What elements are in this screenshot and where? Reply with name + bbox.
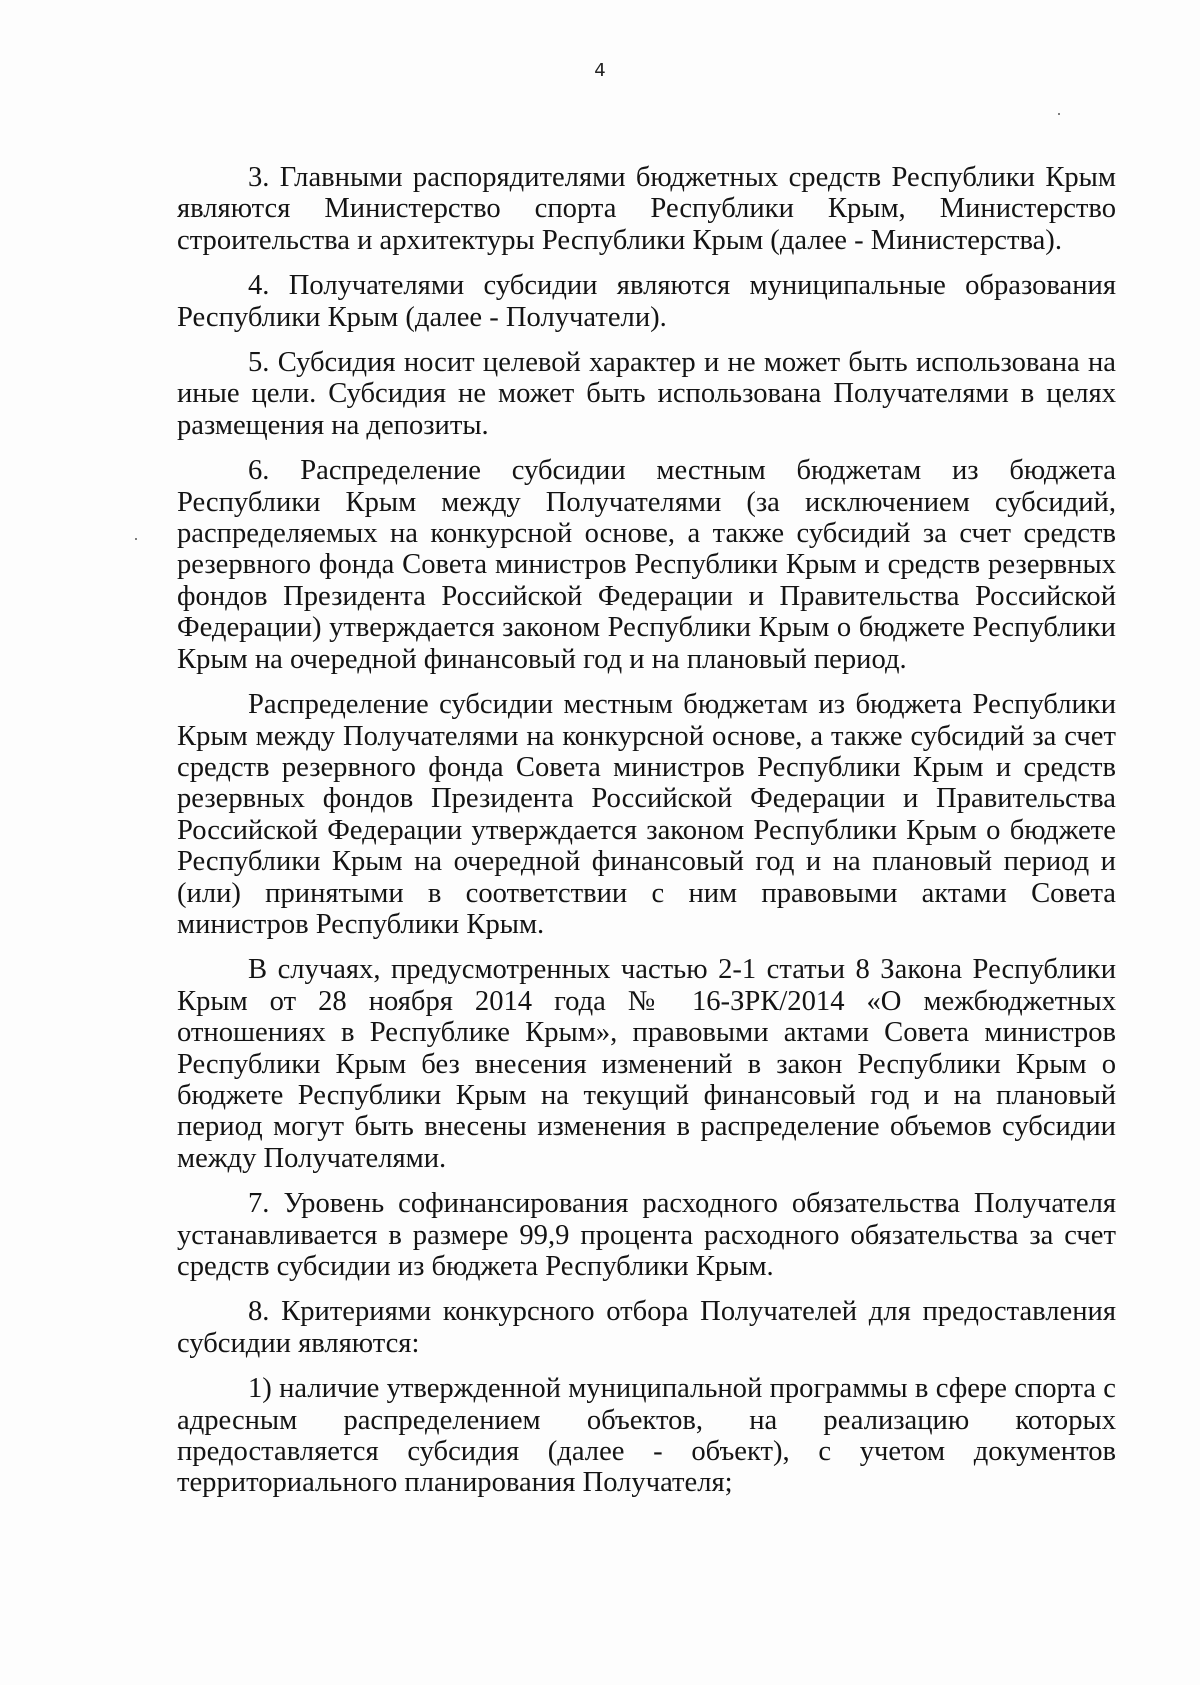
page-number: 4 [594,60,606,81]
paragraph-7: 7. Уровень софинансирования расходного обязательства Получателя устанавливается в размере 99,9 процента расходного обязательства за счет средств субсидии из бюджета Республики Крым. [177,1188,1116,1282]
paragraph-6-exceptions: В случаях, предусмотренных частью 2-1 статьи 8 Закона Республики Крым от 28 ноября 2014 года № 16-ЗРК/2014 «О межбюджетных отношениях в Республике Крым», правовыми актами Совета министров Республики Крым без внесения изменений в закон Республики Крым о бюджете Республики Крым на текущий финансовый год и на плановый период могут быть внесены изменения в распределение объемов субсидии между Получателями. [177,954,1116,1174]
paragraph-6-competitive: Распределение субсидии местным бюджетам из бюджета Республики Крым между Получателями на конкурсной основе, а также субсидий за счет средств резервного фонда Совета министров Республики Крым и средств резервных фондов Президента Российской Федерации и Правительства Российской Федерации утверждается законом Республики Крым о бюджете Республики Крым на очередной финансовый год и на плановый период и (или) принятыми в соответствии с ним правовыми актами Совета министров Республики Крым. [177,689,1116,940]
scan-speck [135,538,137,540]
paragraph-8-item-1: 1) наличие утвержденной муниципальной программы в сфере спорта с адресным распределением объектов, на реализацию которых предоставляется субсидия (далее - объект), с учетом документов территориального планирования Получателя; [177,1373,1116,1499]
scan-speck [1058,113,1060,115]
paragraph-5: 5. Субсидия носит целевой характер и не может быть использована на иные цели. Субсидия не может быть использована Получателями в целях размещения на депозиты. [177,347,1116,441]
paragraph-4: 4. Получателями субсидии являются муниципальные образования Республики Крым (далее - Получатели). [177,270,1116,333]
paragraph-8: 8. Критериями конкурсного отбора Получателей для предоставления субсидии являются: [177,1296,1116,1359]
paragraph-6: 6. Распределение субсидии местным бюджетам из бюджета Республики Крым между Получателями (за исключением субсидий, распределяемых на конкурсной основе, а также субсидий за счет средств резервного фонда Совета министров Республики Крым и средств резервных фондов Президента Российской Федерации и Правительства Российской Федерации) утверждается законом Республики Крым о бюджете Республики Крым на очередной финансовый год и на плановый период. [177,455,1116,675]
document-body [177,162,1116,1513]
paragraph-3: 3. Главными распорядителями бюджетных средств Республики Крым являются Министерство спорта Республики Крым, Министерство строительства и архитектуры Республики Крым (далее - Министерства). [177,162,1116,256]
